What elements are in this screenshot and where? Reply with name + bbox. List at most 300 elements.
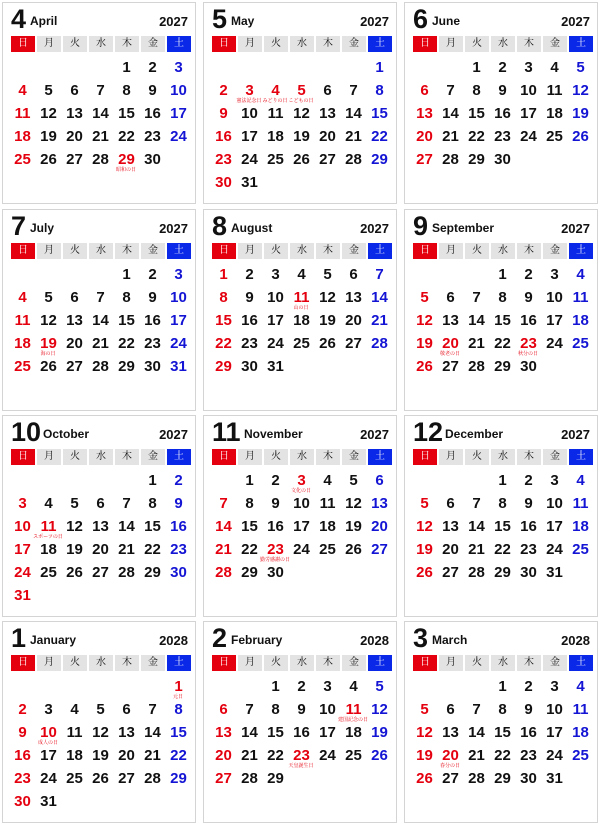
day-cell[interactable]: 26: [416, 564, 433, 581]
day-cell[interactable]: 26: [319, 335, 336, 352]
day-cell[interactable]: 27: [442, 770, 459, 787]
day-cell[interactable]: 3: [271, 266, 280, 283]
day-cell[interactable]: 19: [319, 312, 336, 329]
day-cell[interactable]: 17: [40, 747, 57, 764]
day-cell[interactable]: 12: [319, 289, 336, 306]
day-cell[interactable]: 5: [576, 59, 585, 76]
day-cell[interactable]: 6: [219, 701, 228, 718]
day-cell[interactable]: 27: [442, 564, 459, 581]
day-cell[interactable]: 24: [546, 747, 563, 764]
day-cell[interactable]: 24: [520, 128, 537, 145]
day-cell[interactable]: 13: [118, 724, 135, 741]
day-cell[interactable]: 29: [494, 770, 511, 787]
day-cell[interactable]: 22: [118, 128, 135, 145]
day-cell[interactable]: 24: [293, 541, 310, 558]
day-cell[interactable]: 23: [520, 541, 537, 558]
day-cell[interactable]: 23: [215, 151, 232, 168]
day-cell[interactable]: 8: [245, 495, 254, 512]
day-cell[interactable]: 23: [520, 335, 537, 352]
day-cell[interactable]: 24: [546, 335, 563, 352]
day-cell[interactable]: 14: [92, 312, 109, 329]
day-cell[interactable]: 14: [468, 518, 485, 535]
day-cell[interactable]: 22: [267, 747, 284, 764]
day-cell[interactable]: 6: [349, 266, 358, 283]
day-cell[interactable]: 18: [546, 105, 563, 122]
day-cell[interactable]: 1: [472, 59, 481, 76]
day-cell[interactable]: 6: [446, 701, 455, 718]
day-cell[interactable]: 17: [14, 541, 31, 558]
day-cell[interactable]: 29: [118, 151, 135, 168]
day-cell[interactable]: 13: [66, 312, 83, 329]
day-cell[interactable]: 28: [118, 564, 135, 581]
day-cell[interactable]: 2: [297, 678, 306, 695]
day-cell[interactable]: 20: [416, 128, 433, 145]
day-cell[interactable]: 1: [219, 266, 228, 283]
day-cell[interactable]: 21: [468, 747, 485, 764]
day-cell[interactable]: 3: [550, 678, 559, 695]
day-cell[interactable]: 20: [442, 541, 459, 558]
day-cell[interactable]: 13: [92, 518, 109, 535]
day-cell[interactable]: 25: [14, 358, 31, 375]
day-cell[interactable]: 7: [245, 701, 254, 718]
day-cell[interactable]: 19: [371, 724, 388, 741]
day-cell[interactable]: 21: [345, 128, 362, 145]
day-cell[interactable]: 5: [297, 82, 306, 99]
day-cell[interactable]: 5: [420, 495, 429, 512]
day-cell[interactable]: 7: [472, 495, 481, 512]
day-cell[interactable]: 6: [323, 82, 332, 99]
day-cell[interactable]: 2: [148, 59, 157, 76]
day-cell[interactable]: 30: [520, 564, 537, 581]
day-cell[interactable]: 29: [468, 151, 485, 168]
day-cell[interactable]: 29: [170, 770, 187, 787]
day-cell[interactable]: 20: [371, 518, 388, 535]
day-cell[interactable]: 12: [92, 724, 109, 741]
day-cell[interactable]: 25: [40, 564, 57, 581]
day-cell[interactable]: 4: [18, 289, 27, 306]
day-cell[interactable]: 10: [241, 105, 258, 122]
day-cell[interactable]: 19: [416, 747, 433, 764]
day-cell[interactable]: 9: [148, 82, 157, 99]
day-cell[interactable]: 5: [70, 495, 79, 512]
day-cell[interactable]: 12: [293, 105, 310, 122]
day-cell[interactable]: 22: [494, 335, 511, 352]
day-cell[interactable]: 1: [375, 59, 384, 76]
day-cell[interactable]: 31: [170, 358, 187, 375]
day-cell[interactable]: 28: [241, 770, 258, 787]
day-cell[interactable]: 27: [92, 564, 109, 581]
day-cell[interactable]: 22: [144, 541, 161, 558]
day-cell[interactable]: 13: [442, 312, 459, 329]
day-cell[interactable]: 26: [40, 358, 57, 375]
day-cell[interactable]: 4: [323, 472, 332, 489]
day-cell[interactable]: 10: [170, 82, 187, 99]
day-cell[interactable]: 17: [293, 518, 310, 535]
day-cell[interactable]: 12: [66, 518, 83, 535]
day-cell[interactable]: 17: [520, 105, 537, 122]
day-cell[interactable]: 31: [267, 358, 284, 375]
day-cell[interactable]: 28: [371, 335, 388, 352]
day-cell[interactable]: 19: [345, 518, 362, 535]
day-cell[interactable]: 23: [494, 128, 511, 145]
day-cell[interactable]: 9: [498, 82, 507, 99]
day-cell[interactable]: 4: [349, 678, 358, 695]
day-cell[interactable]: 3: [297, 472, 306, 489]
day-cell[interactable]: 29: [118, 358, 135, 375]
day-cell[interactable]: 7: [375, 266, 384, 283]
day-cell[interactable]: 10: [546, 701, 563, 718]
day-cell[interactable]: 14: [144, 724, 161, 741]
day-cell[interactable]: 1: [245, 472, 254, 489]
day-cell[interactable]: 28: [468, 564, 485, 581]
day-cell[interactable]: 2: [271, 472, 280, 489]
day-cell[interactable]: 18: [40, 541, 57, 558]
day-cell[interactable]: 2: [498, 59, 507, 76]
day-cell[interactable]: 14: [92, 105, 109, 122]
day-cell[interactable]: 11: [14, 105, 31, 122]
day-cell[interactable]: 1: [122, 266, 131, 283]
day-cell[interactable]: 6: [70, 289, 79, 306]
day-cell[interactable]: 9: [219, 105, 228, 122]
day-cell[interactable]: 15: [170, 724, 187, 741]
day-cell[interactable]: 27: [66, 151, 83, 168]
day-cell[interactable]: 15: [371, 105, 388, 122]
day-cell[interactable]: 9: [245, 289, 254, 306]
day-cell[interactable]: 18: [572, 724, 589, 741]
day-cell[interactable]: 11: [66, 724, 83, 741]
day-cell[interactable]: 2: [245, 266, 254, 283]
day-cell[interactable]: 12: [345, 495, 362, 512]
day-cell[interactable]: 8: [271, 701, 280, 718]
day-cell[interactable]: 16: [267, 518, 284, 535]
day-cell[interactable]: 21: [144, 747, 161, 764]
day-cell[interactable]: 27: [118, 770, 135, 787]
day-cell[interactable]: 6: [446, 289, 455, 306]
day-cell[interactable]: 17: [546, 518, 563, 535]
day-cell[interactable]: 8: [498, 495, 507, 512]
day-cell[interactable]: 4: [18, 82, 27, 99]
day-cell[interactable]: 2: [174, 472, 183, 489]
day-cell[interactable]: 19: [92, 747, 109, 764]
day-cell[interactable]: 6: [70, 82, 79, 99]
day-cell[interactable]: 16: [215, 128, 232, 145]
day-cell[interactable]: 26: [416, 358, 433, 375]
day-cell[interactable]: 15: [241, 518, 258, 535]
day-cell[interactable]: 24: [40, 770, 57, 787]
day-cell[interactable]: 22: [241, 541, 258, 558]
day-cell[interactable]: 10: [293, 495, 310, 512]
day-cell[interactable]: 25: [572, 747, 589, 764]
day-cell[interactable]: 12: [371, 701, 388, 718]
day-cell[interactable]: 5: [420, 701, 429, 718]
day-cell[interactable]: 5: [323, 266, 332, 283]
day-cell[interactable]: 4: [550, 59, 559, 76]
day-cell[interactable]: 11: [345, 701, 362, 718]
day-cell[interactable]: 23: [170, 541, 187, 558]
day-cell[interactable]: 4: [576, 678, 585, 695]
day-cell[interactable]: 11: [572, 495, 589, 512]
day-cell[interactable]: 14: [371, 289, 388, 306]
day-cell[interactable]: 31: [241, 174, 258, 191]
day-cell[interactable]: 30: [144, 151, 161, 168]
day-cell[interactable]: 8: [498, 701, 507, 718]
day-cell[interactable]: 28: [144, 770, 161, 787]
day-cell[interactable]: 21: [92, 335, 109, 352]
day-cell[interactable]: 27: [215, 770, 232, 787]
day-cell[interactable]: 6: [446, 495, 455, 512]
day-cell[interactable]: 3: [245, 82, 254, 99]
day-cell[interactable]: 25: [319, 541, 336, 558]
day-cell[interactable]: 5: [44, 82, 53, 99]
day-cell[interactable]: 9: [524, 289, 533, 306]
day-cell[interactable]: 19: [416, 541, 433, 558]
day-cell[interactable]: 16: [520, 724, 537, 741]
day-cell[interactable]: 14: [215, 518, 232, 535]
day-cell[interactable]: 7: [219, 495, 228, 512]
day-cell[interactable]: 20: [92, 541, 109, 558]
day-cell[interactable]: 31: [546, 564, 563, 581]
day-cell[interactable]: 31: [546, 770, 563, 787]
day-cell[interactable]: 17: [170, 312, 187, 329]
day-cell[interactable]: 11: [267, 105, 284, 122]
day-cell[interactable]: 28: [215, 564, 232, 581]
day-cell[interactable]: 17: [546, 312, 563, 329]
day-cell[interactable]: 29: [267, 770, 284, 787]
day-cell[interactable]: 11: [14, 312, 31, 329]
day-cell[interactable]: 28: [468, 770, 485, 787]
day-cell[interactable]: 23: [520, 747, 537, 764]
day-cell[interactable]: 14: [442, 105, 459, 122]
day-cell[interactable]: 10: [14, 518, 31, 535]
day-cell[interactable]: 1: [122, 59, 131, 76]
day-cell[interactable]: 18: [319, 518, 336, 535]
day-cell[interactable]: 28: [468, 358, 485, 375]
day-cell[interactable]: 8: [122, 82, 131, 99]
day-cell[interactable]: 16: [494, 105, 511, 122]
day-cell[interactable]: 1: [148, 472, 157, 489]
day-cell[interactable]: 26: [293, 151, 310, 168]
day-cell[interactable]: 25: [267, 151, 284, 168]
day-cell[interactable]: 6: [96, 495, 105, 512]
day-cell[interactable]: 10: [546, 289, 563, 306]
day-cell[interactable]: 16: [144, 312, 161, 329]
day-cell[interactable]: 11: [572, 289, 589, 306]
day-cell[interactable]: 8: [219, 289, 228, 306]
day-cell[interactable]: 21: [468, 541, 485, 558]
day-cell[interactable]: 21: [371, 312, 388, 329]
day-cell[interactable]: 19: [293, 128, 310, 145]
day-cell[interactable]: 15: [144, 518, 161, 535]
day-cell[interactable]: 7: [122, 495, 131, 512]
day-cell[interactable]: 3: [174, 59, 183, 76]
day-cell[interactable]: 18: [267, 128, 284, 145]
day-cell[interactable]: 24: [241, 151, 258, 168]
day-cell[interactable]: 3: [44, 701, 53, 718]
day-cell[interactable]: 15: [118, 105, 135, 122]
day-cell[interactable]: 8: [498, 289, 507, 306]
day-cell[interactable]: 8: [375, 82, 384, 99]
day-cell[interactable]: 10: [546, 495, 563, 512]
day-cell[interactable]: 18: [293, 312, 310, 329]
day-cell[interactable]: 26: [92, 770, 109, 787]
day-cell[interactable]: 20: [118, 747, 135, 764]
day-cell[interactable]: 14: [241, 724, 258, 741]
day-cell[interactable]: 9: [271, 495, 280, 512]
day-cell[interactable]: 30: [215, 174, 232, 191]
day-cell[interactable]: 28: [92, 151, 109, 168]
day-cell[interactable]: 13: [371, 495, 388, 512]
day-cell[interactable]: 19: [40, 335, 57, 352]
day-cell[interactable]: 24: [546, 541, 563, 558]
day-cell[interactable]: 16: [520, 312, 537, 329]
day-cell[interactable]: 3: [550, 266, 559, 283]
day-cell[interactable]: 30: [267, 564, 284, 581]
day-cell[interactable]: 27: [66, 358, 83, 375]
day-cell[interactable]: 16: [14, 747, 31, 764]
day-cell[interactable]: 30: [241, 358, 258, 375]
day-cell[interactable]: 26: [416, 770, 433, 787]
day-cell[interactable]: 31: [40, 793, 57, 810]
day-cell[interactable]: 22: [494, 747, 511, 764]
day-cell[interactable]: 24: [170, 128, 187, 145]
day-cell[interactable]: 26: [572, 128, 589, 145]
day-cell[interactable]: 30: [494, 151, 511, 168]
day-cell[interactable]: 4: [271, 82, 280, 99]
day-cell[interactable]: 5: [96, 701, 105, 718]
day-cell[interactable]: 10: [40, 724, 57, 741]
day-cell[interactable]: 8: [148, 495, 157, 512]
day-cell[interactable]: 24: [170, 335, 187, 352]
day-cell[interactable]: 23: [267, 541, 284, 558]
day-cell[interactable]: 27: [442, 358, 459, 375]
day-cell[interactable]: 17: [546, 724, 563, 741]
day-cell[interactable]: 11: [319, 495, 336, 512]
day-cell[interactable]: 25: [66, 770, 83, 787]
day-cell[interactable]: 11: [293, 289, 310, 306]
day-cell[interactable]: 21: [215, 541, 232, 558]
day-cell[interactable]: 5: [375, 678, 384, 695]
day-cell[interactable]: 7: [148, 701, 157, 718]
day-cell[interactable]: 25: [572, 541, 589, 558]
day-cell[interactable]: 7: [96, 82, 105, 99]
day-cell[interactable]: 9: [18, 724, 27, 741]
day-cell[interactable]: 30: [520, 358, 537, 375]
day-cell[interactable]: 21: [118, 541, 135, 558]
day-cell[interactable]: 27: [371, 541, 388, 558]
day-cell[interactable]: 29: [241, 564, 258, 581]
day-cell[interactable]: 23: [144, 335, 161, 352]
day-cell[interactable]: 29: [144, 564, 161, 581]
day-cell[interactable]: 22: [371, 128, 388, 145]
day-cell[interactable]: 19: [572, 105, 589, 122]
day-cell[interactable]: 22: [170, 747, 187, 764]
day-cell[interactable]: 30: [14, 793, 31, 810]
day-cell[interactable]: 19: [40, 128, 57, 145]
day-cell[interactable]: 28: [345, 151, 362, 168]
day-cell[interactable]: 18: [345, 724, 362, 741]
day-cell[interactable]: 24: [14, 564, 31, 581]
day-cell[interactable]: 9: [297, 701, 306, 718]
day-cell[interactable]: 14: [118, 518, 135, 535]
day-cell[interactable]: 13: [215, 724, 232, 741]
day-cell[interactable]: 6: [375, 472, 384, 489]
day-cell[interactable]: 16: [144, 105, 161, 122]
day-cell[interactable]: 29: [371, 151, 388, 168]
day-cell[interactable]: 16: [293, 724, 310, 741]
day-cell[interactable]: 3: [524, 59, 533, 76]
day-cell[interactable]: 4: [70, 701, 79, 718]
day-cell[interactable]: 24: [319, 747, 336, 764]
day-cell[interactable]: 13: [442, 724, 459, 741]
day-cell[interactable]: 26: [371, 747, 388, 764]
day-cell[interactable]: 4: [297, 266, 306, 283]
day-cell[interactable]: 12: [416, 518, 433, 535]
day-cell[interactable]: 4: [576, 472, 585, 489]
day-cell[interactable]: 30: [520, 770, 537, 787]
day-cell[interactable]: 24: [267, 335, 284, 352]
day-cell[interactable]: 20: [215, 747, 232, 764]
day-cell[interactable]: 3: [174, 266, 183, 283]
day-cell[interactable]: 29: [494, 564, 511, 581]
day-cell[interactable]: 26: [66, 564, 83, 581]
day-cell[interactable]: 1: [271, 678, 280, 695]
day-cell[interactable]: 14: [468, 724, 485, 741]
day-cell[interactable]: 2: [148, 266, 157, 283]
day-cell[interactable]: 9: [524, 495, 533, 512]
day-cell[interactable]: 7: [96, 289, 105, 306]
day-cell[interactable]: 23: [14, 770, 31, 787]
day-cell[interactable]: 8: [472, 82, 481, 99]
day-cell[interactable]: 7: [446, 82, 455, 99]
day-cell[interactable]: 21: [442, 128, 459, 145]
day-cell[interactable]: 28: [92, 358, 109, 375]
day-cell[interactable]: 2: [219, 82, 228, 99]
day-cell[interactable]: 22: [494, 541, 511, 558]
day-cell[interactable]: 7: [472, 289, 481, 306]
day-cell[interactable]: 25: [546, 128, 563, 145]
day-cell[interactable]: 1: [498, 678, 507, 695]
day-cell[interactable]: 13: [66, 105, 83, 122]
day-cell[interactable]: 23: [293, 747, 310, 764]
day-cell[interactable]: 23: [241, 335, 258, 352]
day-cell[interactable]: 4: [44, 495, 53, 512]
day-cell[interactable]: 13: [319, 105, 336, 122]
day-cell[interactable]: 3: [323, 678, 332, 695]
day-cell[interactable]: 22: [118, 335, 135, 352]
day-cell[interactable]: 21: [241, 747, 258, 764]
day-cell[interactable]: 12: [416, 312, 433, 329]
day-cell[interactable]: 12: [572, 82, 589, 99]
day-cell[interactable]: 8: [174, 701, 183, 718]
day-cell[interactable]: 19: [66, 541, 83, 558]
day-cell[interactable]: 26: [345, 541, 362, 558]
day-cell[interactable]: 25: [572, 335, 589, 352]
day-cell[interactable]: 18: [14, 335, 31, 352]
day-cell[interactable]: 29: [494, 358, 511, 375]
day-cell[interactable]: 16: [520, 518, 537, 535]
day-cell[interactable]: 21: [468, 335, 485, 352]
day-cell[interactable]: 27: [319, 151, 336, 168]
day-cell[interactable]: 20: [442, 747, 459, 764]
day-cell[interactable]: 15: [494, 312, 511, 329]
day-cell[interactable]: 2: [18, 701, 27, 718]
day-cell[interactable]: 25: [293, 335, 310, 352]
day-cell[interactable]: 31: [14, 587, 31, 604]
day-cell[interactable]: 7: [472, 701, 481, 718]
day-cell[interactable]: 20: [66, 335, 83, 352]
day-cell[interactable]: 13: [416, 105, 433, 122]
day-cell[interactable]: 10: [319, 701, 336, 718]
